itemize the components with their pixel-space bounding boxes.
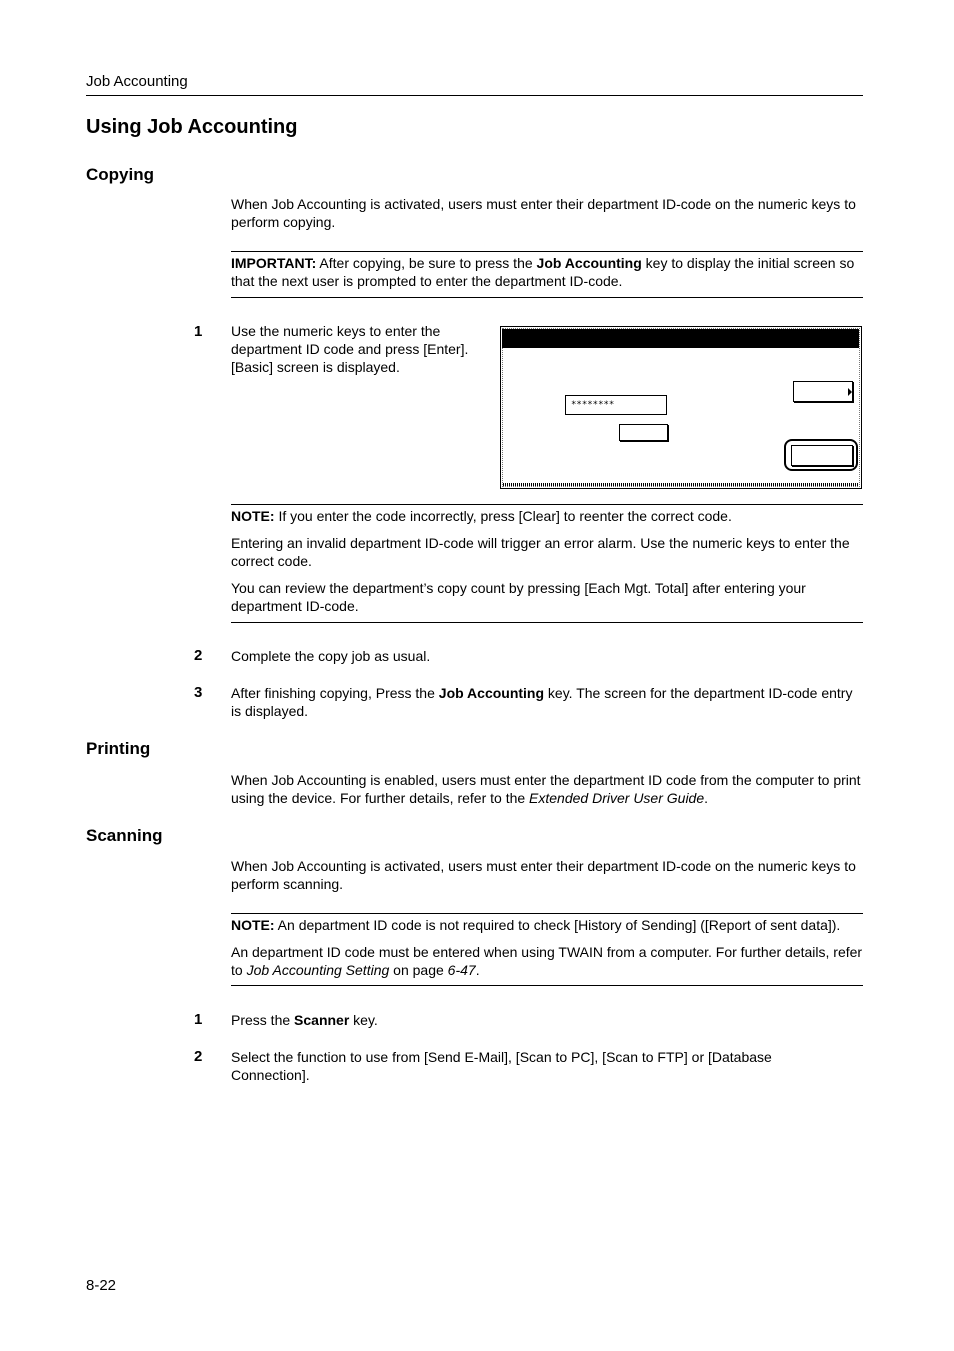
scanning-heading: Scanning <box>86 826 163 845</box>
note-label: NOTE: <box>231 917 275 933</box>
scan-note-line-2: An department ID code must be entered when using TWAIN from a computer. For further details, refer to Job Accounting Setting on page 6-47. <box>231 944 863 978</box>
important-note: IMPORTANT: After copying, be sure to press the Job Accounting key to display the initial screen so that the next user is prompted to enter the department ID-code. <box>231 255 855 289</box>
guide-reference: Extended Driver User Guide <box>529 790 705 806</box>
department-id-entry-screen <box>500 326 862 489</box>
running-header: Job Accounting <box>86 73 188 90</box>
note-label: NOTE: <box>231 508 275 524</box>
printing-text: When Job Accounting is enabled, users must enter the department ID code from the computer to print using the device. For further details, refer to the Extended Driver User Guide. <box>231 772 861 806</box>
job-accounting-key: Job Accounting <box>536 255 642 271</box>
job-accounting-key: Job Accounting <box>438 685 545 701</box>
scanning-intro: When Job Accounting is activated, users must enter their department ID-code on the numeric keys to perform scanning. <box>231 858 856 892</box>
note-bottom-rule <box>231 622 863 623</box>
section-title: Using Job Accounting <box>86 116 298 138</box>
section-reference: Job Accounting Setting <box>246 962 390 978</box>
step-number: 2 <box>194 647 203 664</box>
note-line-1: NOTE: If you enter the code incorrectly, press [Clear] to reenter the correct code. <box>231 508 732 524</box>
important-top-rule <box>231 251 863 252</box>
screen-nav-button[interactable] <box>793 381 853 402</box>
note-top-rule <box>231 504 863 505</box>
step-text: Select the function to use from [Send E-Mail], [Scan to PC], [Scan to FTP] or [Database Connection]. <box>231 1049 772 1083</box>
scan-note-top-rule <box>231 913 863 914</box>
note-line-3: You can review the department’s copy count by pressing [Each Mgt. Total] after entering your department ID-code. <box>231 580 806 614</box>
copying-intro: When Job Accounting is activated, users must enter their department ID-code on the numeric keys to perform copying. <box>231 196 856 230</box>
copying-heading: Copying <box>86 165 154 184</box>
important-label: IMPORTANT: <box>231 255 317 271</box>
step-number: 3 <box>194 684 203 701</box>
enter-button[interactable] <box>791 445 853 466</box>
step-text: Press the Scanner key. <box>231 1012 378 1028</box>
department-id-field[interactable]: ******** <box>565 395 667 415</box>
note-line-2: Entering an invalid department ID-code will trigger an error alarm. Use the numeric keys to enter the correct code. <box>231 535 850 569</box>
step-text: After finishing copying, Press the Job Accounting key. The screen for the department ID-code entry is displayed. <box>231 685 853 719</box>
arrow-right-icon <box>848 388 852 396</box>
step-text: Use the numeric keys to enter the department ID code and press [Enter]. [Basic] screen is displayed. <box>231 323 469 375</box>
important-bottom-rule <box>231 297 863 298</box>
step-number: 2 <box>194 1048 203 1065</box>
step-text: Complete the copy job as usual. <box>231 648 431 664</box>
scan-note-line-1: NOTE: An department ID code is not required to check [History of Sending] ([Report of sent data]). <box>231 917 841 933</box>
page-number: 8-22 <box>86 1277 117 1294</box>
step-number: 1 <box>194 323 203 340</box>
printing-heading: Printing <box>86 739 151 758</box>
scanner-key: Scanner <box>294 1012 350 1028</box>
page-reference: 6-47 <box>447 962 476 978</box>
screen-bottom-border <box>503 483 859 486</box>
screen-title-bar <box>502 329 859 348</box>
clear-button[interactable] <box>619 424 668 441</box>
header-divider <box>86 95 863 96</box>
scan-note-bottom-rule <box>231 985 863 986</box>
step-number: 1 <box>194 1011 203 1028</box>
